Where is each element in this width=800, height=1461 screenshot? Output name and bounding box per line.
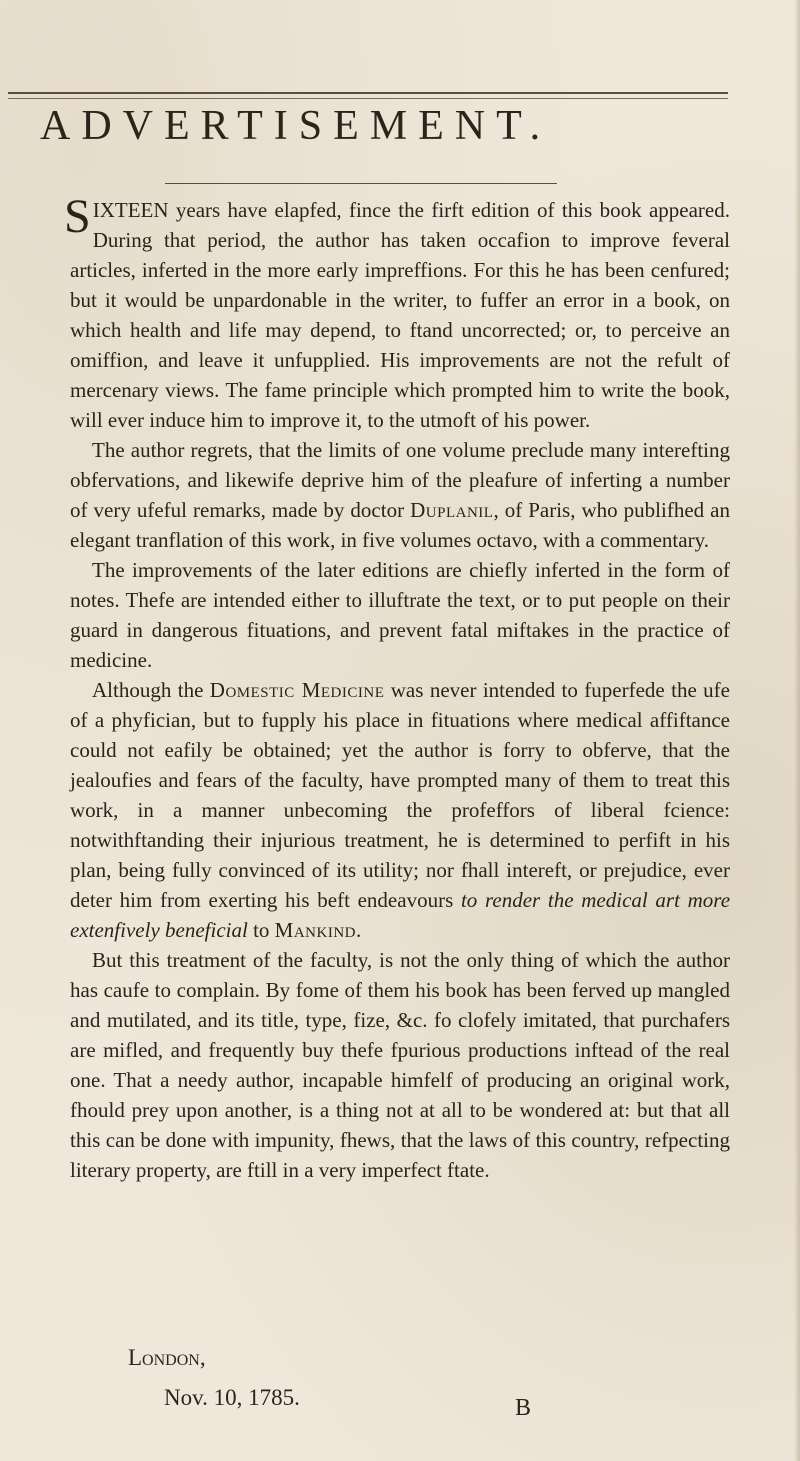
top-rule [8, 92, 728, 99]
book-title-smallcaps: Domestic Medicine [209, 678, 385, 702]
title-rule [165, 183, 557, 184]
paragraph-2-text-b: , of Paris, who publifhed an elegant tranflation of this work, in five volumes octavo, with a commentary. [70, 498, 730, 552]
paragraph-2 [70, 435, 730, 555]
paragraph-1-text: IXTEEN years have elapfed, fince the firft edition of this book appeared. During that period, the author has taken occafion to improve feveral articles, inferted in the more early impreffions. For this he has been cenfured; but it would be unpardonable in the writer, to fuffer an error in a book, on which health and life may depend, to ftand uncorrected; or, to perceive an omiffion, and leave it unfupplied. His improvements are not the refult of mercenary views. The fame principle which prompted him to write the book, will ever induce him to improve it, to the utmoft of his power. [70, 198, 730, 432]
mankind-smallcaps: Mankind. [274, 918, 362, 942]
signoff [128, 1338, 300, 1418]
paragraph-2-text-a: The author regrets, that the limits of one volume preclude many interefting obfervations, and likewife deprive him of the pleafure of inferting a number of very ufeful remarks, made by doctor [70, 438, 730, 522]
signoff-city: London, [128, 1345, 206, 1370]
signoff-date: Nov. 10, 1785. [164, 1385, 300, 1410]
paragraph-5: But this treatment of the faculty, is not the only thing of which the author has caufe to complain. By fome of them his book has been ferved up mangled and mutilated, and its title, type, fize, &c. fo clofely imitated, that purchafers are mifled, and frequently buy thefe fpurious productions inftead of the real one. That a needy author, incapable himfelf of producing an original work, fhould prey upon another, is a thing not at all to be wondered at: but that all this can be done with impunity, fhews, that the laws of this country, refpecting literary property, are ftill in a very imperfect ftate. [70, 948, 730, 1182]
signature-mark: B [515, 1395, 532, 1421]
paragraph-3: The improvements of the later editions are chiefly inferted in the form of notes. Thefe are intended either to illuftrate the text, or to put people on their guard in dangerous fituations, and prevent fatal miftakes in the practice of medicine. [70, 558, 730, 672]
drop-cap: S [64, 190, 91, 243]
paragraph-4-text-a: Although the [92, 678, 204, 702]
name-duplanil: Duplanil [410, 498, 494, 522]
page-title: ADVERTISEMENT. [40, 103, 552, 149]
paragraph-1 [64, 190, 730, 435]
paragraph-4-text-c: to [253, 918, 270, 942]
page-edge-shadow [794, 0, 800, 1461]
paragraph-4-italic: to render the medical art more extenfively beneficial [70, 888, 731, 942]
paragraph-4 [70, 675, 730, 945]
body-text [64, 190, 731, 1185]
paragraph-4-text-b: was never intended to fuperfede the ufe of a phyfician, but to fupply his place in fituations where medical affiftance could not eafily be obtained; yet the author is forry to obferve, that the jealoufies and fears of the faculty, have prompted many of them to treat this work, in a manner unbecoming the profeffors of liberal fcience: notwithftanding their injurious treatment, he is determined to perfift in his plan, being fully convinced of its utility; nor fhall intereft, or prejudice, ever deter him from exerting his beft endeavours [70, 678, 730, 912]
